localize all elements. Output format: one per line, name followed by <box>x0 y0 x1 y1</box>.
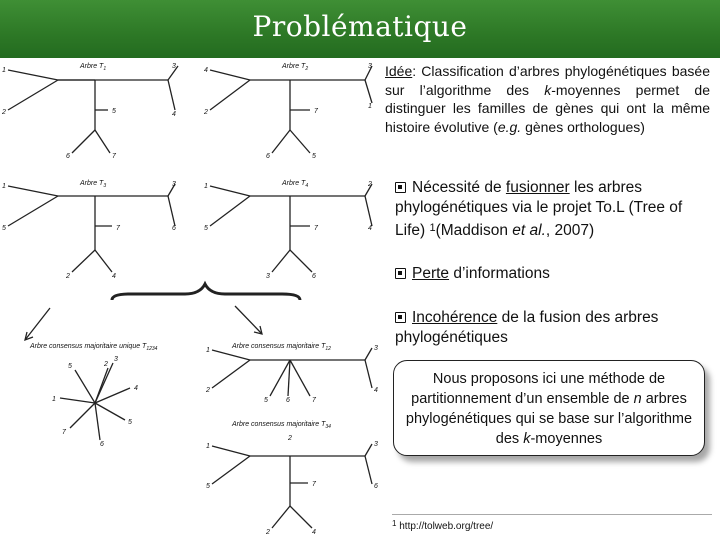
svg-text:6: 6 <box>286 397 290 404</box>
svg-text:2: 2 <box>266 529 270 536</box>
svg-text:4: 4 <box>312 529 316 536</box>
svg-text:3: 3 <box>368 63 372 70</box>
svg-text:3: 3 <box>266 273 270 280</box>
svg-text:3: 3 <box>374 345 378 352</box>
svg-text:5: 5 <box>112 108 116 115</box>
tree-t3 <box>8 184 175 272</box>
svg-text:6: 6 <box>172 225 176 232</box>
phylogenetic-trees-figure <box>0 58 380 540</box>
svg-text:1: 1 <box>204 183 208 190</box>
svg-text:2: 2 <box>66 273 70 280</box>
svg-text:2: 2 <box>2 109 6 116</box>
tree-t4 <box>210 184 372 272</box>
tree-panel <box>0 58 380 540</box>
proposal-callout-box: Nous proposons ici une méthode de partitionnement d’un ensemble de n arbres phylogénétiques qui se base sur l’algorithme des k-moyennes <box>393 360 705 456</box>
bullet-fusion: Nécessité de fusionner les arbres phylogénétiques via le projet To.L (Tree of Life) $^1$(Maddison et al., 2007) <box>395 179 683 239</box>
svg-text:7: 7 <box>312 481 316 488</box>
svg-text:5: 5 <box>68 363 72 370</box>
svg-text:3: 3 <box>172 63 176 70</box>
svg-text:1: 1 <box>368 103 372 110</box>
brace <box>112 284 300 300</box>
footnote: $^1$ http://tolweb.org/tree/ <box>392 514 712 540</box>
checkbox-bullet-icon <box>395 182 406 193</box>
leaf-labels <box>1 63 378 536</box>
header-bar <box>0 0 720 58</box>
svg-text:1: 1 <box>52 396 56 403</box>
svg-text:5: 5 <box>312 153 316 160</box>
svg-text:3: 3 <box>374 441 378 448</box>
svg-text:7: 7 <box>116 225 120 232</box>
svg-text:2: 2 <box>206 387 210 394</box>
checkbox-bullet-icon <box>395 312 406 323</box>
bullet-perte: Perte d’informations <box>395 264 713 284</box>
slide-title: Problématique <box>252 10 468 43</box>
idea-prefix: Idée <box>385 63 413 79</box>
svg-text:1: 1 <box>2 67 6 74</box>
svg-text:4: 4 <box>374 387 378 394</box>
svg-text:5: 5 <box>204 225 208 232</box>
tree-t1-label: Arbre $T_1$ <box>80 63 107 72</box>
svg-text:4: 4 <box>172 111 176 118</box>
svg-text:2: 2 <box>204 109 208 116</box>
svg-text:5: 5 <box>2 225 6 232</box>
svg-text:2: 2 <box>288 435 292 442</box>
svg-text:1: 1 <box>2 183 6 190</box>
idea-paragraph: Idée: Classification d’arbres phylogénétiques basée sur l’algorithme des k-moyennes permet de distinguer les familles de gènes qui ont la même histoire évolutive (e.g. gènes orthologues) <box>385 63 710 135</box>
svg-text:3: 3 <box>114 356 118 363</box>
svg-text:1: 1 <box>206 347 210 354</box>
tree-consensus-34 <box>212 444 372 528</box>
tree-t1 <box>8 66 178 153</box>
svg-text:3: 3 <box>172 181 176 188</box>
svg-text:2: 2 <box>368 181 372 188</box>
consensus-12-label: Arbre consensus majoritaire $T_{12}$ <box>232 343 331 352</box>
svg-text:4: 4 <box>112 273 116 280</box>
svg-text:6: 6 <box>66 153 70 160</box>
svg-text:2: 2 <box>104 361 108 368</box>
svg-text:7: 7 <box>62 429 66 436</box>
svg-text:7: 7 <box>314 108 318 115</box>
svg-text:5: 5 <box>206 483 210 490</box>
svg-text:5: 5 <box>128 419 132 426</box>
tree-t3-label: Arbre $T_3$ <box>80 180 107 189</box>
svg-text:4: 4 <box>368 225 372 232</box>
tree-consensus-unique <box>60 363 130 440</box>
consensus-34-label: Arbre consensus majoritaire $T_{34}$ <box>232 421 331 430</box>
consensus-unique-label: Arbre consensus majoritaire unique $T_{1234}$ <box>30 343 158 352</box>
svg-text:7: 7 <box>312 397 316 404</box>
svg-text:7: 7 <box>112 153 116 160</box>
tree-t2 <box>210 66 372 153</box>
footnote-url: http://tolweb.org/tree/ <box>396 521 494 532</box>
tree-t4-label: Arbre $T_4$ <box>282 180 309 189</box>
tree-consensus-12 <box>212 348 372 396</box>
svg-text:6: 6 <box>100 441 104 448</box>
svg-text:7: 7 <box>314 225 318 232</box>
tree-t2-label: Arbre $T_2$ <box>282 63 309 72</box>
svg-text:6: 6 <box>374 483 378 490</box>
svg-text:6: 6 <box>312 273 316 280</box>
bullet-incoherence: Incohérence de la fusion des arbres phylogénétiques <box>395 309 659 346</box>
svg-text:4: 4 <box>134 385 138 392</box>
svg-text:4: 4 <box>204 67 208 74</box>
svg-text:1: 1 <box>206 443 210 450</box>
svg-text:6: 6 <box>266 153 270 160</box>
svg-text:5: 5 <box>264 397 268 404</box>
checkbox-bullet-icon <box>395 268 406 279</box>
